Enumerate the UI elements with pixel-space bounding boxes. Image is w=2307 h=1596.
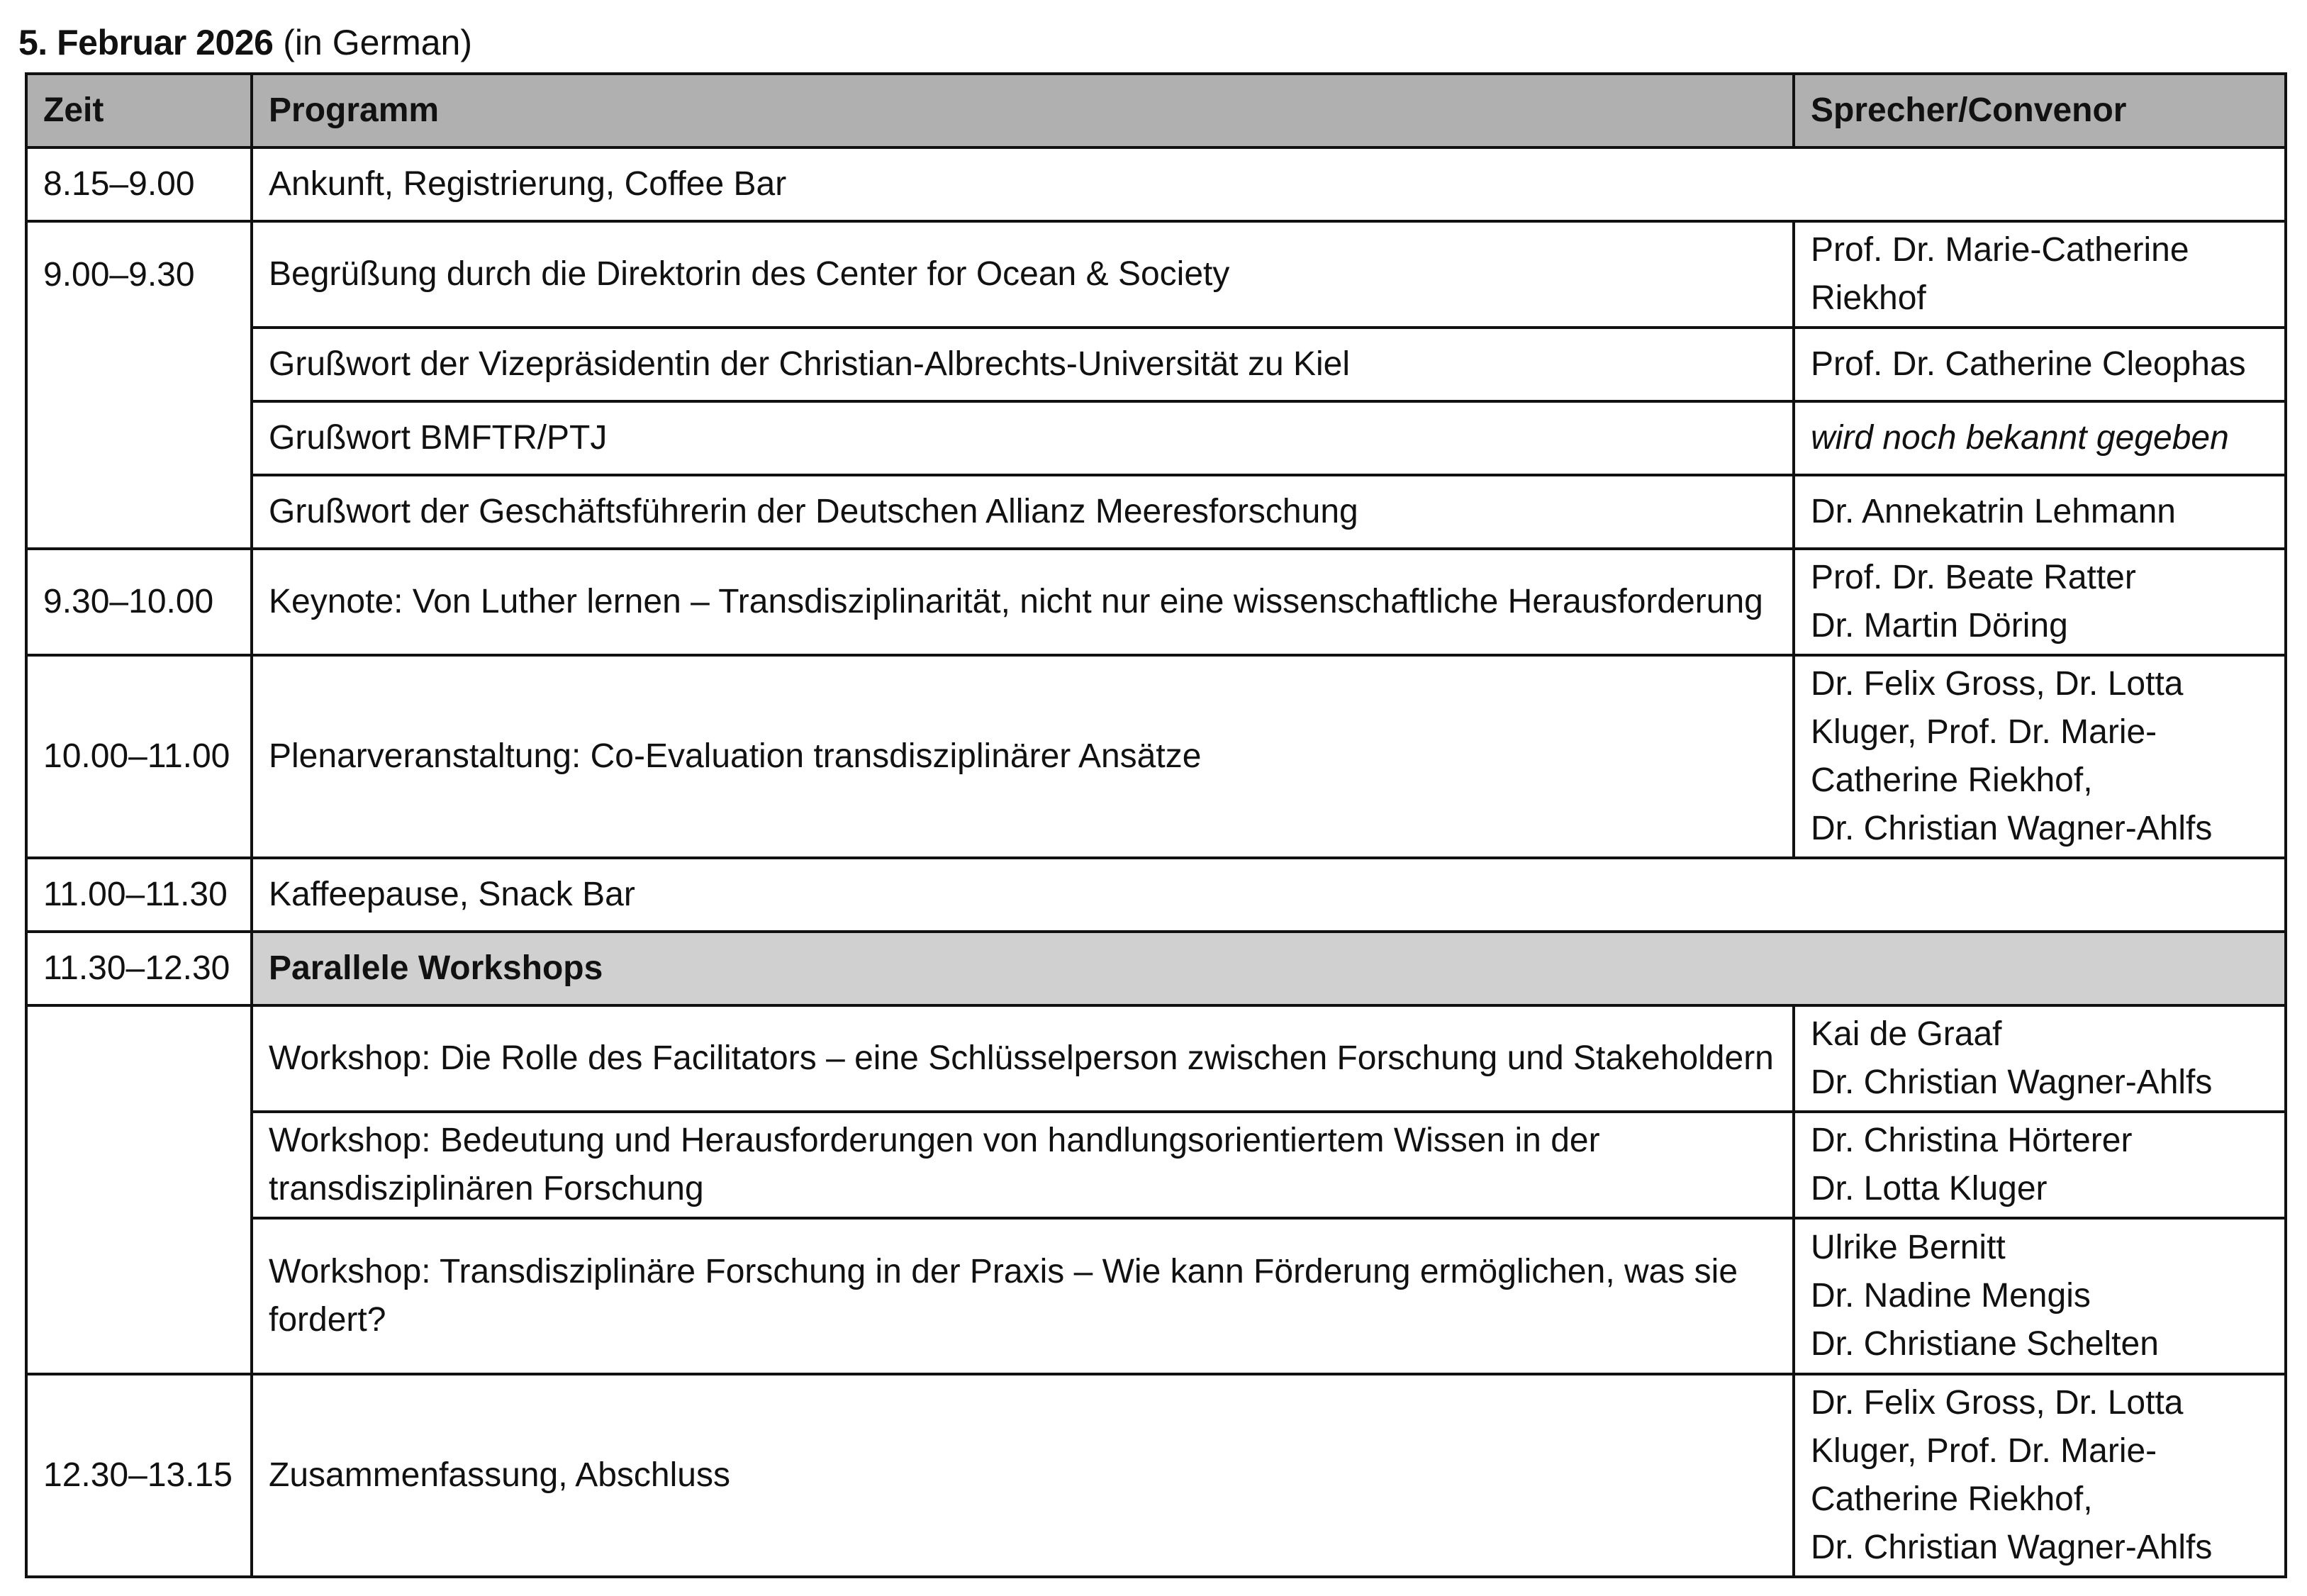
program-cell: Grußwort der Vizepräsidentin der Christian-Albrechts-Universität zu Kiel [252, 328, 1794, 401]
time-cell: 12.30–13.15 [26, 1374, 252, 1577]
speaker-name: Dr. Lotta Kluger [1811, 1170, 2048, 1207]
speaker-name: Dr. Christian Wagner-Ahlfs [1811, 1064, 2213, 1101]
header-program: Programm [252, 74, 1794, 147]
program-table [25, 72, 2287, 1578]
speaker-name: Dr. Felix Gross, Dr. Lotta [1811, 665, 2184, 703]
time-cell: 11.00–11.30 [26, 858, 252, 932]
speaker-name: Dr. Christiane Schelten [1811, 1325, 2159, 1363]
time-cell: 9.00–9.30 [26, 221, 252, 549]
program-cell: Plenarveranstaltung: Co-Evaluation transdisziplinärer Ansätze [252, 655, 1794, 858]
time-cell: 9.30–10.00 [26, 549, 252, 655]
section-title: Parallele Workshops [252, 932, 2286, 1005]
speaker-name: Dr. Felix Gross, Dr. Lotta [1811, 1384, 2184, 1422]
program-cell: Workshop: Bedeutung und Herausforderungen von handlungsorientiertem Wissen in der transdisziplinären Forschung [252, 1112, 1794, 1218]
table-row [26, 1112, 2286, 1218]
speaker-name: Ulrike Bernitt [1811, 1229, 2006, 1266]
speaker-cell: Prof. Dr. Catherine Cleophas [1794, 328, 2286, 401]
table-row [26, 221, 2286, 328]
program-cell: Workshop: Transdisziplinäre Forschung in der Praxis – Wie kann Förderung ermöglichen, was sie fordert? [252, 1218, 1794, 1374]
program-cell: Zusammenfassung, Abschluss [252, 1374, 1794, 1577]
time-cell: 8.15–9.00 [26, 147, 252, 221]
speaker-name: Dr. Christian Wagner-Ahlfs [1811, 1529, 2213, 1566]
table-row [26, 655, 2286, 858]
table-row [26, 1218, 2286, 1374]
speaker-name: Riekhof [1811, 279, 1926, 317]
program-cell: Begrüßung durch die Direktorin des Center for Ocean & Society [252, 221, 1794, 328]
program-cell: Workshop: Die Rolle des Facilitators – eine Schlüsselperson zwischen Forschung und Stakeholdern [252, 1005, 1794, 1112]
speaker-name: Catherine Riekhof, [1811, 761, 2093, 799]
speaker-name: Prof. Dr. Beate Ratter [1811, 559, 2136, 596]
language-note: (in German) [283, 23, 473, 62]
table-row [26, 1005, 2286, 1112]
speaker-cell [1794, 549, 2286, 655]
time-cell [26, 1005, 252, 1374]
speaker-name: Dr. Christian Wagner-Ahlfs [1811, 810, 2213, 847]
time-cell: 10.00–11.00 [26, 655, 252, 858]
program-cell: Ankunft, Registrierung, Coffee Bar [252, 147, 2286, 221]
header-speaker: Sprecher/Convenor [1794, 74, 2286, 147]
speaker-name: Dr. Christina Hörterer [1811, 1122, 2133, 1159]
program-cell: Grußwort BMFTR/PTJ [252, 401, 1794, 475]
section-row [26, 932, 2286, 1005]
speaker-name: Catherine Riekhof, [1811, 1480, 2093, 1518]
table-header-row [26, 74, 2286, 147]
speaker-cell [1794, 221, 2286, 328]
speaker-cell: wird noch bekannt gegeben [1794, 401, 2286, 475]
speaker-cell [1794, 1218, 2286, 1374]
speaker-name: Kluger, Prof. Dr. Marie- [1811, 1432, 2157, 1470]
table-row [26, 1374, 2286, 1577]
table-row [26, 328, 2286, 401]
table-row [26, 858, 2286, 932]
speaker-cell [1794, 1374, 2286, 1577]
speaker-name: Kluger, Prof. Dr. Marie- [1811, 713, 2157, 751]
table-row [26, 475, 2286, 549]
speaker-cell [1794, 655, 2286, 858]
program-cell: Kaffeepause, Snack Bar [252, 858, 2286, 932]
speaker-name: Dr. Martin Döring [1811, 607, 2068, 644]
speaker-cell [1794, 1112, 2286, 1218]
date-heading: 5. Februar 2026 [18, 23, 274, 62]
speaker-name: Dr. Nadine Mengis [1811, 1277, 2091, 1315]
speaker-name: Prof. Dr. Marie-Catherine [1811, 231, 2189, 269]
speaker-cell: Dr. Annekatrin Lehmann [1794, 475, 2286, 549]
header-time: Zeit [26, 74, 252, 147]
speaker-cell [1794, 1005, 2286, 1112]
table-row [26, 549, 2286, 655]
table-row [26, 147, 2286, 221]
speaker-name: Kai de Graaf [1811, 1015, 2002, 1053]
page-title [18, 16, 472, 69]
time-cell: 11.30–12.30 [26, 932, 252, 1005]
program-cell: Keynote: Von Luther lernen – Transdisziplinarität, nicht nur eine wissenschaftliche Herausforderung [252, 549, 1794, 655]
program-cell: Grußwort der Geschäftsführerin der Deutschen Allianz Meeresforschung [252, 475, 1794, 549]
table-row [26, 401, 2286, 475]
